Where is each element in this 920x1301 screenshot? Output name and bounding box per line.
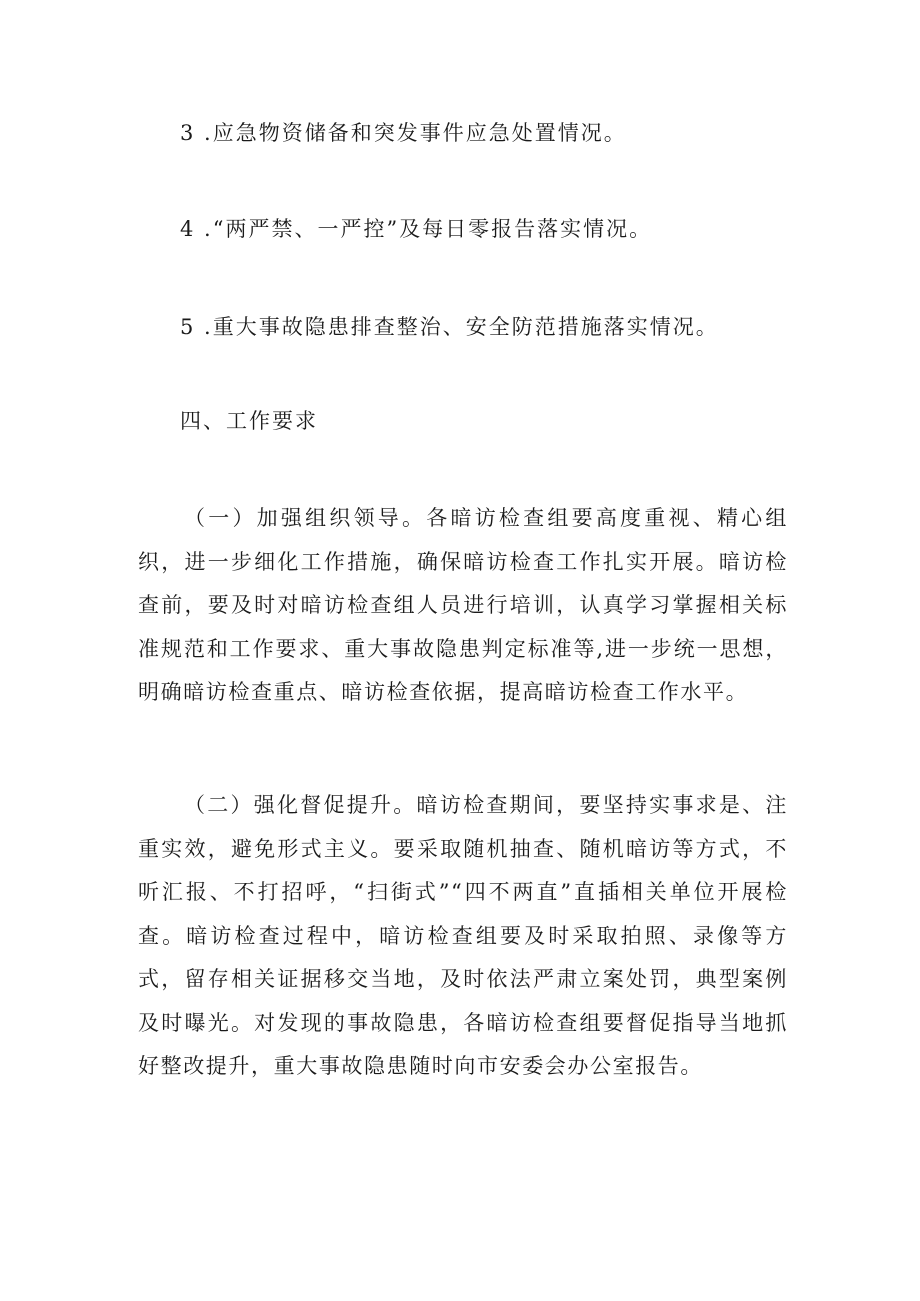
section-heading: 四、工作要求 (180, 409, 318, 433)
list-item-5: 5 .重大事故隐患排查整治、安全防范措施落实情况。 (180, 315, 719, 339)
paragraph-supervision: （二）强化督促提升。暗访检查期间，要坚持实事求是、注重实效，避免形式主义。要采取随机抽查、随机暗访等方式，不听汇报、不打招呼，“扫街式”“四不两直”直插相关单位开展检查。暗访检查过程中，暗访检查组要及时采取拍照、录像等方式，留存相关证据移交当地，及时依法严肃立案处罚，典型案例及时曝光。对发现的事故隐患，各暗访检查组要督促指导当地抓好整改提升，重大事故隐患随时向市安委会办公室报告。 (138, 793, 788, 1078)
list-item-3: 3 .应急物资储备和突发事件应急处置情况。 (180, 121, 627, 145)
paragraph-organization: （一）加强组织领导。各暗访检查组要高度重视、精心组织，进一步细化工作措施，确保暗访检查工作扎实开展。暗访检查前，要及时对暗访检查组人员进行培训，认真学习掌握相关标准规范和工作要求、重大事故隐患判定标准等,进一步统一思想，明确暗访检查重点、暗访检查依据，提高暗访检查工作水平。 (138, 506, 788, 704)
list-item-4: 4 .“两严禁、一严控”及每日零报告落实情况。 (180, 217, 653, 241)
